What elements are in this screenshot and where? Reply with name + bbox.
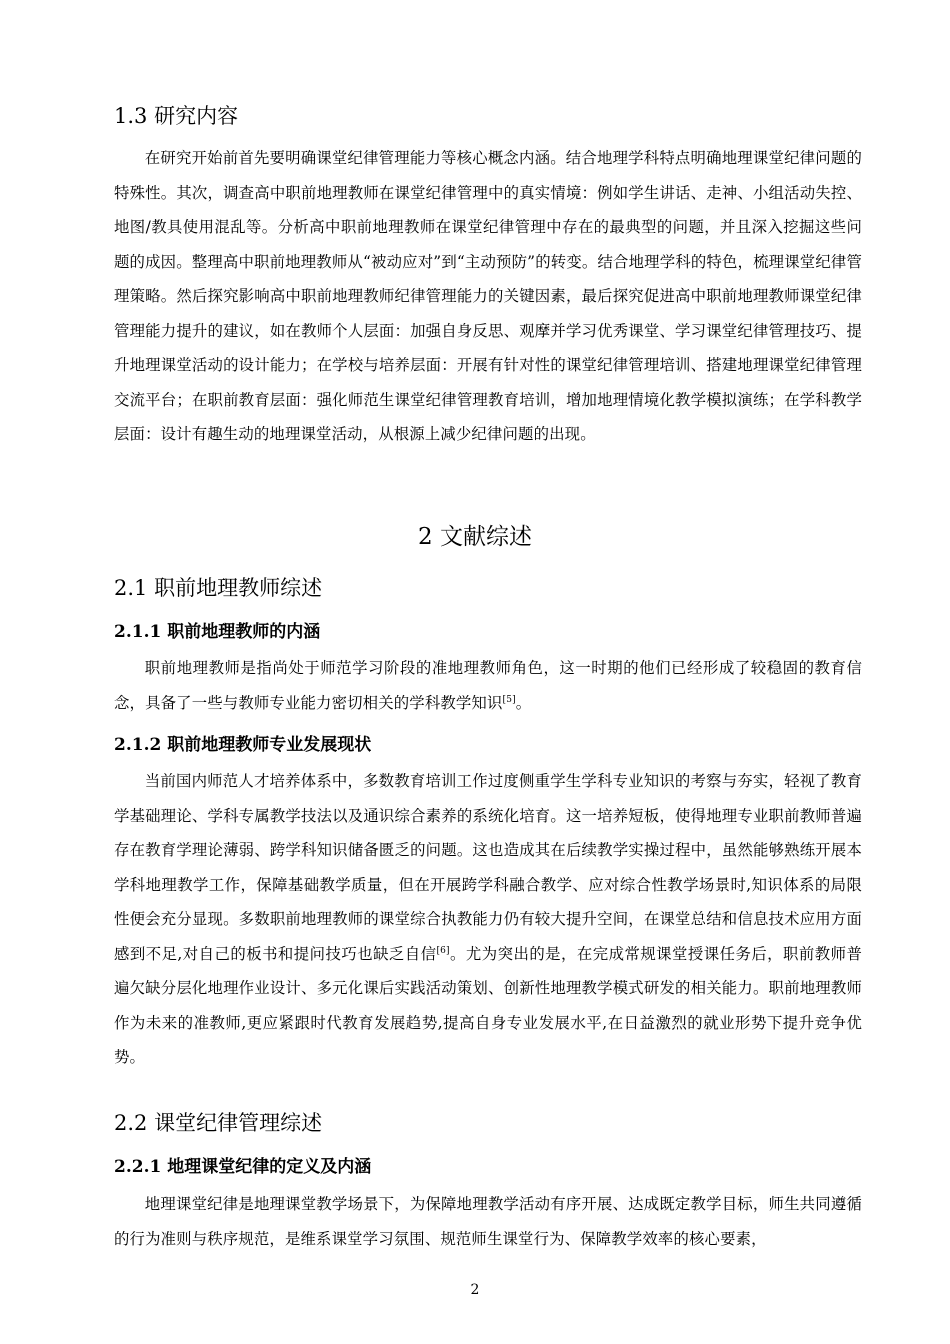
- paragraph-text-end: 。: [515, 693, 532, 712]
- section-heading-1-3: 1.3 研究内容: [114, 104, 239, 128]
- paragraph-classroom-discipline: 地理课堂纪律是地理课堂教学场景下，为保障地理教学活动有序开展、达成既定教学目标，师生共同遵循的行为准则与秩序规范，是维系课堂学习氛围、规范师生课堂行为、保障教学效率的核心要素，: [114, 1195, 862, 1248]
- paragraph-definition: [114, 651, 862, 720]
- paragraph-development-status: [114, 764, 862, 1075]
- section-heading-2-1: 2.1 职前地理教师综述: [114, 576, 323, 600]
- subsection-heading-2-2-1: 2.2.1 地理课堂纪律的定义及内涵: [114, 1157, 372, 1177]
- chapter-heading-2: 2 文献综述: [418, 524, 532, 550]
- subsection-heading-2-1-2: 2.1.2 职前地理教师专业发展现状: [114, 735, 372, 755]
- section-heading-2-2: 2.2 课堂纪律管理综述: [114, 1111, 323, 1135]
- citation-ref: [5]: [502, 694, 516, 705]
- paragraph-text: 职前地理教师是指尚处于师范学习阶段的准地理教师角色，这一时期的他们已经形成了较稳固的教育信念，具备了一些与教师专业能力密切相关的学科教学知识: [114, 659, 862, 712]
- paragraph-research-content: 在研究开始前首先要明确课堂纪律管理能力等核心概念内涵。结合地理学科特点明确地理课堂纪律问题的特殊性。其次，调查高中职前地理教师在课堂纪律管理中的真实情境：例如学生讲话、走神、小组活动失控、地图/教具使用混乱等。分析高中职前地理教师在课堂纪律管理中存在的最典型的问题，并且深入挖掘这些问题的成因。整理高中职前地理教师从“被动应对”到“主动预防”的转变。结合地理学科的特色，梳理课堂纪律管理策略。然后探究影响高中职前地理教师纪律管理能力的关键因素，最后探究促进高中职前地理教师课堂纪律管理能力提升的建议，如在教师个人层面：加强自身反思、观摩并学习优秀课堂、学习课堂纪律管理技巧、提升地理课堂活动的设计能力；在学校与培养层面：开展有针对性的课堂纪律管理培训、搭建地理课堂纪律管理交流平台；在职前教育层面：强化师范生课堂纪律管理教育培训，增加地理情境化教学模拟演练；在学科教学层面：设计有趣生动的地理课堂活动，从根源上减少纪律问题的出现。: [114, 149, 862, 443]
- paragraph-text-end: 。尤为突出的是，在完成常规课堂授课任务后，职前教师普遍欠缺分层化地理作业设计、多元化课后实践活动策划、创新性地理教学模式研发的相关能力。职前地理教师作为未来的准教师,更应紧跟时代教育发展趋势,提高自身专业发展水平,在日益激烈的就业形势下提升竞争优势。: [114, 944, 863, 1066]
- page-number: 2: [470, 1282, 480, 1298]
- paragraph-text: 当前国内师范人才培养体系中，多数教育培训工作过度侧重学生学科专业知识的考察与夯实，轻视了教育学基础理论、学科专属教学技法以及通识综合素养的系统化培育。这一培养短板，使得地理专业职前教师普遍存在教育学理论薄弱、跨学科知识储备匮乏的问题。这也造成其在后续教学实操过程中，虽然能够熟练开展本学科地理教学工作，保障基础教学质量，但在开展跨学科融合教学、应对综合性教学场景时,知识体系的局限性便会充分显现。多数职前地理教师的课堂综合执教能力仍有较大提升空间，在课堂总结和信息技术应用方面感到不足,对自己的板书和提问技巧也缺乏自信: [114, 772, 862, 963]
- citation-ref: [6]: [436, 945, 450, 956]
- subsection-heading-2-1-1: 2.1.1 职前地理教师的内涵: [114, 622, 321, 642]
